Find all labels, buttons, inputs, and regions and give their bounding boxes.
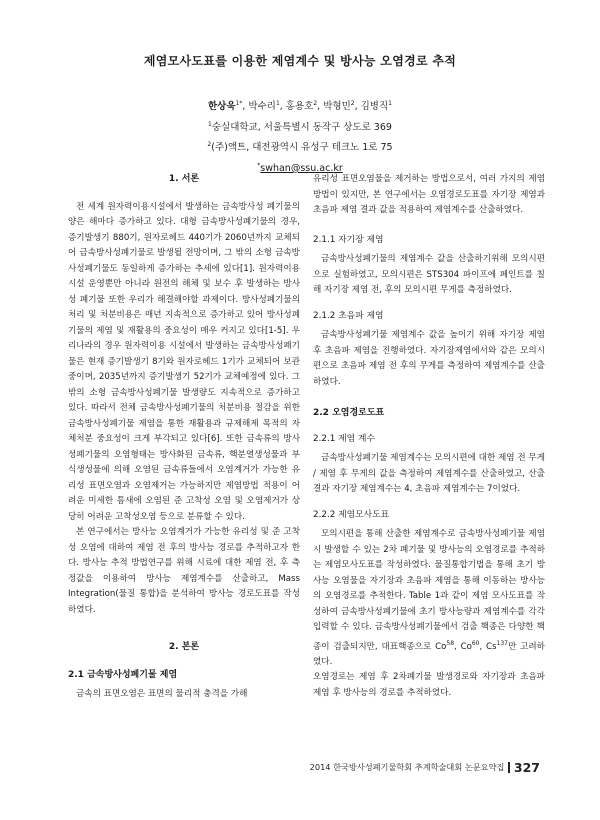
subsection-heading: 2.2.2 제염모사도표: [313, 509, 390, 520]
right-column: [313, 172, 545, 701]
subsection-heading: 2.1.2 초음파 제염: [313, 310, 384, 321]
footer-divider: [508, 762, 510, 773]
author-affil-mark: 1: [275, 100, 280, 107]
section-heading: 2. 본론: [168, 642, 200, 652]
subsection-heading: 2.1.1 자기장 제염: [313, 234, 384, 245]
author-name: 한상욱: [208, 101, 236, 113]
paper-title: 제염모사도표를 이용한 제염계수 및 방사능 오염경로 추적: [143, 54, 457, 68]
body-paragraph: 본 연구에서는 방사능 오염계거가 가능한 유리성 및 준 고착성 오염에 대하여 제염 전 후의 방사능 경로를 추적하고자 한다. 방사능 추적 방법연구를 위해 시료에 대한 제염 전, 후 측정값을 이용하여 방사능 제염계수를 산출하고, Mass Integration(물질 통합)을 분석하여 방사능 경로도표를 작성하였다.: [68, 527, 300, 615]
author-name: , 김병직: [354, 101, 389, 113]
author-affil-mark: 1*: [235, 100, 243, 107]
affiliation-2: $^2$(주)액트, 대전광역시 유성구 테크노 1로 75: [207, 141, 393, 154]
affiliation-1: $^1$숭실대학교, 서울특별시 동작구 상도로 369: [208, 120, 392, 133]
section-heading: 2.2 오염경로도표: [313, 408, 385, 418]
proceedings-name: 2014 한국방사성폐기물학회 추계학술대회 논문요약집: [309, 762, 505, 772]
page-footer: [310, 760, 540, 775]
body-paragraph: 전 세계 원자력이용시설에서 발생하는 금속방사성 폐기물의 양은 해마다 증가하고 있다. 대형 금속방사성폐기물의 경우, 증기발생기 880기, 원자로헤드 440기가 2060년까지 교체되어 금속방사성폐기물로 발생될 전망이며, 그 밖의 소형 금속방사성폐기물도 동일하게 증가하는 추세에 있다[1]. 원자력이용시설 운영뿐만 아니라 원전의 해체 및 보수 후 발생하는 방사성 폐기물 또한 우리가 해결해야할 과제이다. 방사성폐기물의 처리 및 처분비용은 매년 지속적으로 증가하고 있어 방사성폐기물의 제염 및 재활용의 중요성이 매우 커지고 있다[1-5]. 우리나라의 경우 원자력이용 시설에서 발생하는 금속방사성폐기물은 현재 증기발생기 8기와 원자로헤드 1기가 교체되어 보관중이며, 2035년까지 증기발생기 52기가 교체예정에 있다. 그 밖의 소형 금속방사성폐기물 발생량도 지속적으로 증가하고 있다. 따라서 전체 금속방사성폐기물의 처분비용 절감을 위한 금속방사성폐기물 제염을 통한 재활용과 규제해제 목적의 자체처분 중요성이 크게 부각되고 있다[6]. 또한 금속류의 방사성폐기물의 오염형태는 방사화된 금속류, 핵분열생성물과 부식생성물에 의해 오염된 금속류들에서 오염계거가 가능한 유리성 표면오염과 오염제거는 가능하지만 제염방법 적용이 어려운 미세한 틈새에 오염된 준 고착성 오염 및 오염제거가 상당히 어려운 고착성오염 등으로 분류할 수 있다.: [68, 201, 300, 522]
author-name: , 홍용호: [279, 101, 314, 113]
author-affil-mark: 2: [350, 100, 355, 107]
author-affil-mark: 2: [313, 100, 318, 107]
author-affil-mark: 1: [388, 100, 392, 107]
subsection-heading: 2.1 금속방사성폐기물 제염: [68, 669, 178, 680]
body-paragraph: 유리성 표면오염물을 제거하는 방법으로서, 여러 가지의 제염방법이 있지만, 본 연구에서는 오염경로도표를 자기장 제염과 초음파 제염 결과 값을 적용하여 제염계수를 산출하였다.: [313, 174, 545, 215]
page-number: 327: [513, 760, 540, 775]
section-heading: 1. 서론: [168, 174, 200, 184]
author-block: [0, 95, 600, 178]
subsection-heading: 2.2.1 제염 계수: [313, 433, 375, 444]
left-column: [68, 172, 300, 703]
body-paragraph: 금속방사성폐기물의 제염계수 값을 산출하기위해 모의시편으로 실험하였고, 모의시편은 STS304 파이프에 페인트를 칠해 자기장 제염 전, 후의 모의시편 무게를 측정하였다.: [313, 254, 545, 295]
author-list: [0, 95, 600, 116]
contact-email: *swhan@ssu.ac.kr: [257, 161, 343, 175]
author-name: , 박수리: [242, 101, 276, 113]
body-paragraph: 금속방사성폐기물 제염계수는 모의시편에 대한 제염 전 무게 / 제염 후 무게의 값을 측정하여 제염계수를 산출하였고, 산출결과 자기장 제염계수는 4, 초음파 제염계수는 7이었다.: [313, 453, 545, 494]
body-paragraph: 금속의 표면오염은 표면의 물리적 충격을 가해: [76, 689, 248, 699]
body-paragraph: 오염경로는 제염 후 2차폐기물 발생경로와 자기장과 초음파 제염 후 방사능의 경로를 추적하였다.: [313, 672, 545, 698]
body-paragraph: 금속방사성폐기물 제염계수 값을 높이기 위해 자기장 제염 후 초음파 제염을 진행하였다. 자기장제염에서와 같은 모의시편으로 초음파 제염 전 후의 무게를 측정하여 제염계수를 산출 하였다.: [313, 330, 545, 387]
email-link[interactable]: swhan@ssu.ac.kr: [260, 163, 343, 175]
author-name: , 박형민: [317, 101, 351, 113]
body-paragraph: 모의시편을 통해 산출한 제염계수로 금속방사성폐기물 제염 시 발생할 수 있는 2차 폐기물 및 방사능의 오염경로를 추적하는 제염모사도표를 작성하였다. 물질통합기법을 통해 초기 방사능 오염물을 자기장과 초음파 제염을 통해 이동하는 방사능의 오염경로를 추적한다. Table 1과 같이 제염 모사도표를 작성하여 금속방사성폐기물에 초기 방사능량과 제염계수를 각각 입력할 수 있다. 금속방사성폐기물에서 검출 핵종은 다양한 핵종이 검출되지만, 대표핵종으로 Co$^{58}$, Co$^{60}$, Cs$^{137}$만 고려하였다.: [313, 529, 545, 667]
